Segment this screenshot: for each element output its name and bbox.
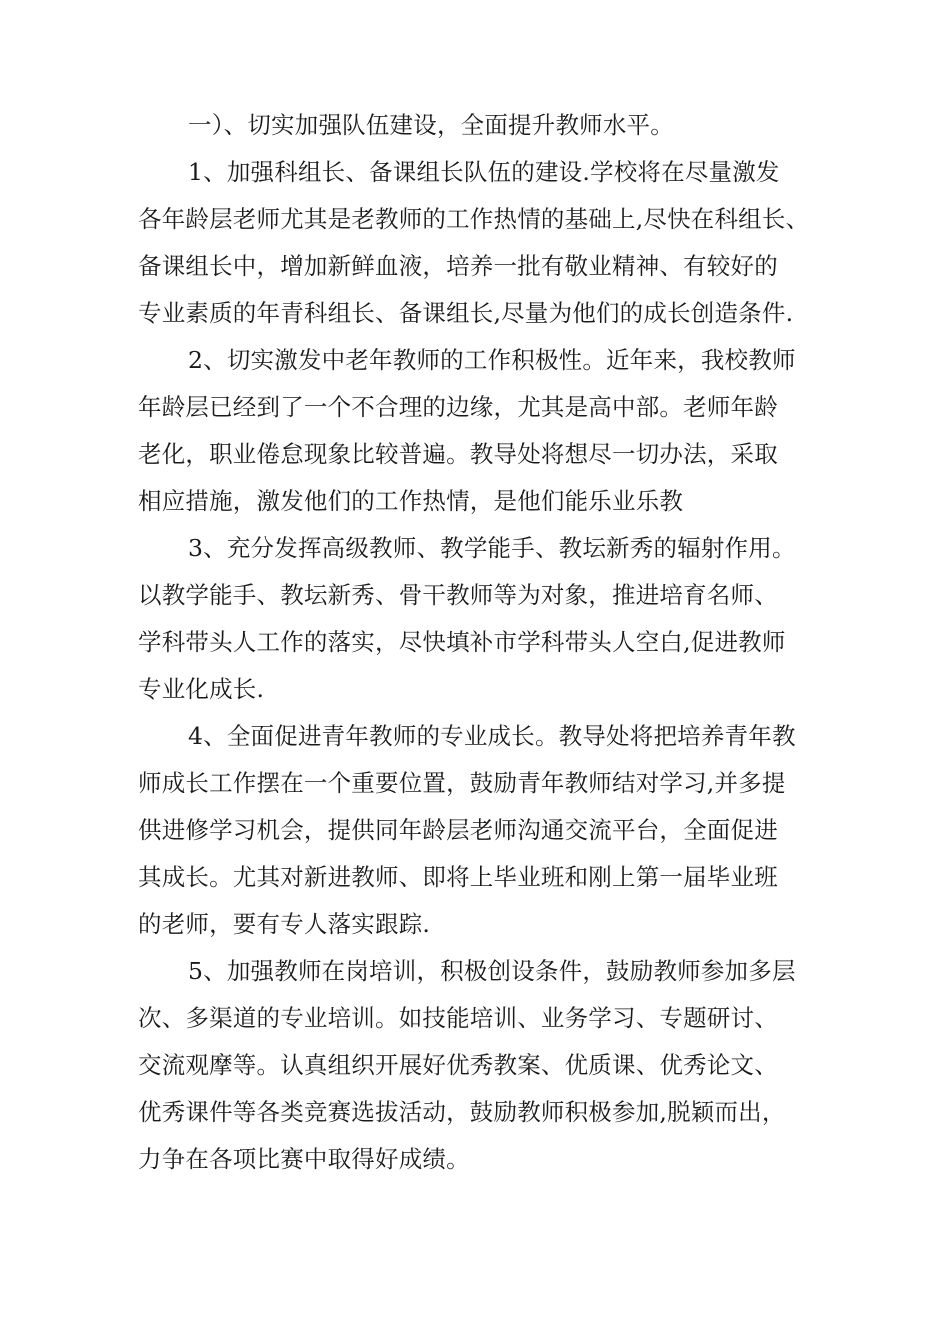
paragraph-3-line-3: 学科带头人工作的落实，尽快填补市学科带头人空白,促进教师: [138, 628, 786, 656]
paragraph-3-line-1: 3、充分发挥高级教师、教学能手、教坛新秀的辐射作用。: [188, 534, 796, 562]
paragraph-4-line-2: 师成长工作摆在一个重要位置，鼓励青年教师结对学习,并多提: [138, 769, 786, 797]
paragraph-5-line-3: 交流观摩等。认真组织开展好优秀教案、优质课、优秀论文、: [138, 1051, 778, 1079]
paragraph-1-line-3: 备课组长中，增加新鲜血液，培养一批有敬业精神、有较好的: [138, 252, 778, 280]
paragraph-5-line-4: 优秀课件等各类竞赛选拔活动，鼓励教师积极参加,脱颖而出，: [138, 1098, 786, 1126]
paragraph-2-line-3: 老化，职业倦怠现象比较普遍。教导处将想尽一切办法，采取: [138, 440, 778, 468]
section-heading: 一）、切实加强队伍建设，全面提升教师水平。: [188, 111, 674, 139]
paragraph-4-line-3: 供进修学习机会，提供同年龄层老师沟通交流平台，全面促进: [138, 816, 778, 844]
paragraph-1-line-2: 各年龄层老师尤其是老教师的工作热情的基础上,尽快在科组长、: [138, 205, 810, 233]
paragraph-2-line-4: 相应措施，激发他们的工作热情，是他们能乐业乐教: [138, 487, 684, 515]
paragraph-3-line-2: 以教学能手、教坛新秀、骨干教师等为对象，推进培育名师、: [138, 581, 778, 609]
paragraph-5-line-2: 次、多渠道的专业培训。如技能培训、业务学习、专题研讨、: [138, 1004, 778, 1032]
paragraph-3-line-4: 专业化成长.: [138, 675, 265, 703]
paragraph-4-line-5: 的老师，要有专人落实跟踪.: [138, 910, 431, 938]
paragraph-2-line-2: 年龄层已经到了一个不合理的边缘，尤其是高中部。老师年龄: [138, 393, 778, 421]
paragraph-4-line-4: 其成长。尤其对新进教师、即将上毕业班和刚上第一届毕业班: [138, 863, 778, 891]
paragraph-2-line-1: 2、切实激发中老年教师的工作积极性。近年来，我校教师: [188, 346, 796, 374]
paragraph-5-line-5: 力争在各项比赛中取得好成绩。: [138, 1145, 470, 1173]
paragraph-4-line-1: 4、全面促进青年教师的专业成长。教导处将把培养青年教: [188, 722, 796, 750]
paragraph-1-line-1: 1、加强科组长、备课组长队伍的建设.学校将在尽量激发: [188, 158, 780, 186]
paragraph-5-line-1: 5、加强教师在岗培训，积极创设条件，鼓励教师参加多层: [188, 957, 796, 985]
paragraph-1-line-4: 专业素质的年青科组长、备课组长,尽量为他们的成长创造条件.: [138, 299, 794, 327]
